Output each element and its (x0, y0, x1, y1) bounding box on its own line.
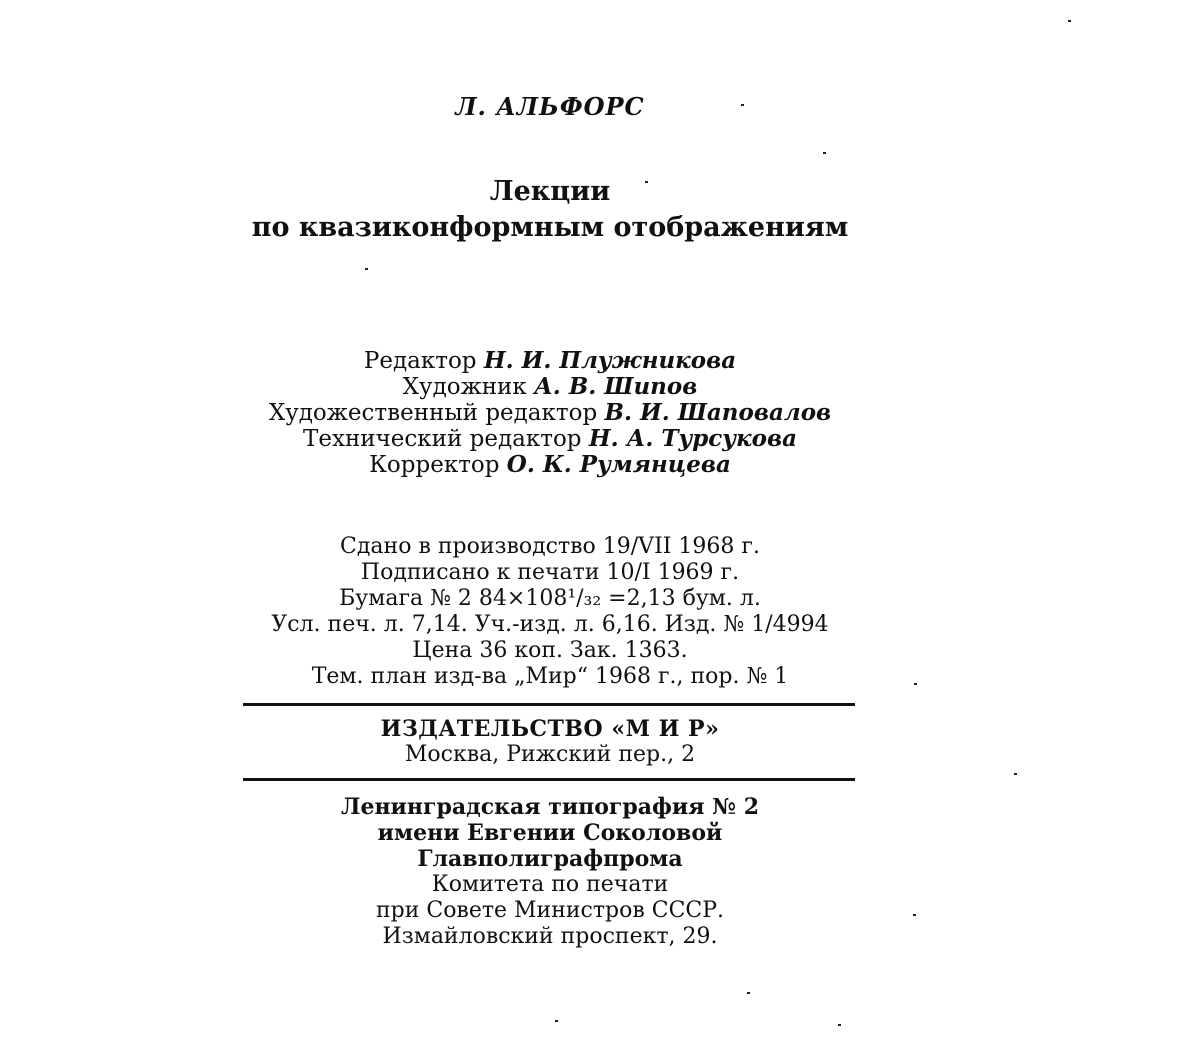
scan-speck (1014, 773, 1017, 775)
publisher-name: ИЗДАТЕЛЬСТВО «М И Р» (380, 716, 720, 742)
scan-speck (741, 104, 744, 106)
scan-speck (747, 992, 750, 994)
credit-role: Художественный редактор (268, 400, 598, 426)
divider-top (243, 703, 855, 706)
credit-line (240, 452, 860, 478)
credit-role: Корректор (369, 452, 500, 478)
imprint-line: Подписано к печати 10/I 1969 г. (360, 560, 740, 585)
scan-speck (913, 914, 916, 916)
credit-person: О. К. Румянцева (506, 451, 731, 478)
divider-bottom (243, 778, 855, 781)
scan-speck (838, 1024, 841, 1026)
printer-line: Измайловский проспект, 29. (382, 924, 718, 949)
title-line-1: Лекции (489, 176, 611, 207)
credit-role: Редактор (363, 348, 477, 374)
credit-person: Н. И. Плужникова (483, 347, 737, 374)
credit-line (240, 374, 860, 400)
credit-line (240, 426, 860, 452)
credit-person: А. В. Шипов (534, 373, 698, 400)
printer-line: Комитета по печати (431, 872, 669, 897)
printer-block (240, 794, 860, 950)
printer-line: Главполиграфпрома (417, 846, 683, 872)
scan-speck (365, 268, 368, 270)
imprint-line: Сдано в производство 19/VII 1968 г. (340, 534, 760, 559)
imprint-block (240, 534, 860, 690)
scan-speck (823, 152, 826, 154)
publisher-address: Москва, Рижский пер., 2 (404, 742, 696, 767)
imprint-line: Бумага № 2 84×108¹/₃₂ =2,13 бум. л. (339, 586, 761, 611)
scan-speck (1068, 20, 1071, 22)
scan-speck (914, 683, 917, 685)
credit-person: В. И. Шаповалов (604, 399, 832, 426)
title-line-2: по квазиконформным отображениям (251, 212, 849, 243)
credit-role: Художник (402, 374, 527, 400)
credit-person: Н. А. Турсукова (588, 425, 797, 452)
imprint-line: Цена 36 коп. Зак. 1363. (412, 638, 688, 663)
imprint-line: Тем. план изд-ва „Мир“ 1968 г., пор. № 1 (311, 664, 789, 689)
scan-speck (645, 181, 648, 183)
printer-line: имени Евгении Соколовой (377, 820, 723, 846)
credit-role: Технический редактор (303, 426, 582, 452)
author-name: Л. АЛЬФОРС (455, 92, 645, 121)
book-title (240, 174, 860, 246)
printer-line: при Совете Министров СССР. (375, 898, 725, 923)
credit-line (240, 400, 860, 426)
credits-block (240, 348, 860, 478)
imprint-line: Усл. печ. л. 7,14. Уч.-изд. л. 6,16. Изд. № 1/4994 (271, 612, 829, 637)
publisher-block (240, 716, 860, 768)
printer-line: Ленинградская типография № 2 (341, 794, 759, 820)
credit-line (240, 348, 860, 374)
scan-speck (555, 1020, 558, 1022)
